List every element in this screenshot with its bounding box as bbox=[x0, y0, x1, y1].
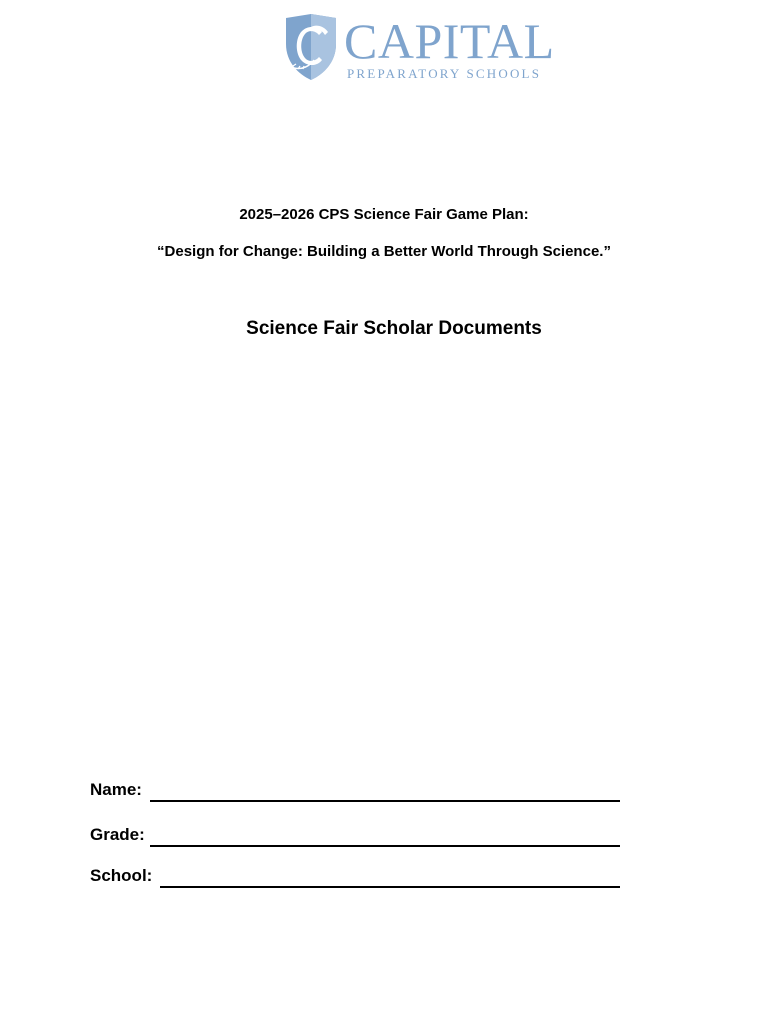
shield-crest-icon bbox=[282, 14, 340, 80]
school-blank-line[interactable] bbox=[160, 886, 620, 888]
name-blank-line[interactable] bbox=[150, 800, 620, 802]
grade-blank-line[interactable] bbox=[150, 845, 620, 847]
grade-label: Grade: bbox=[90, 825, 145, 844]
school-field[interactable] bbox=[90, 866, 622, 890]
capital-prep-logo bbox=[282, 14, 554, 82]
logo-subtitle: PREPARATORY SCHOOLS bbox=[347, 66, 542, 81]
name-field[interactable] bbox=[90, 780, 622, 804]
theme-quote: “Design for Change: Building a Better World Through Science.” bbox=[157, 243, 611, 260]
school-label: School: bbox=[90, 866, 153, 885]
logo-wordmark: CAPITAL bbox=[344, 13, 555, 69]
game-plan-heading: 2025–2026 CPS Science Fair Game Plan: bbox=[239, 206, 529, 223]
document-title: Science Fair Scholar Documents bbox=[246, 318, 542, 339]
grade-field[interactable] bbox=[90, 825, 622, 849]
name-label: Name: bbox=[90, 780, 142, 799]
